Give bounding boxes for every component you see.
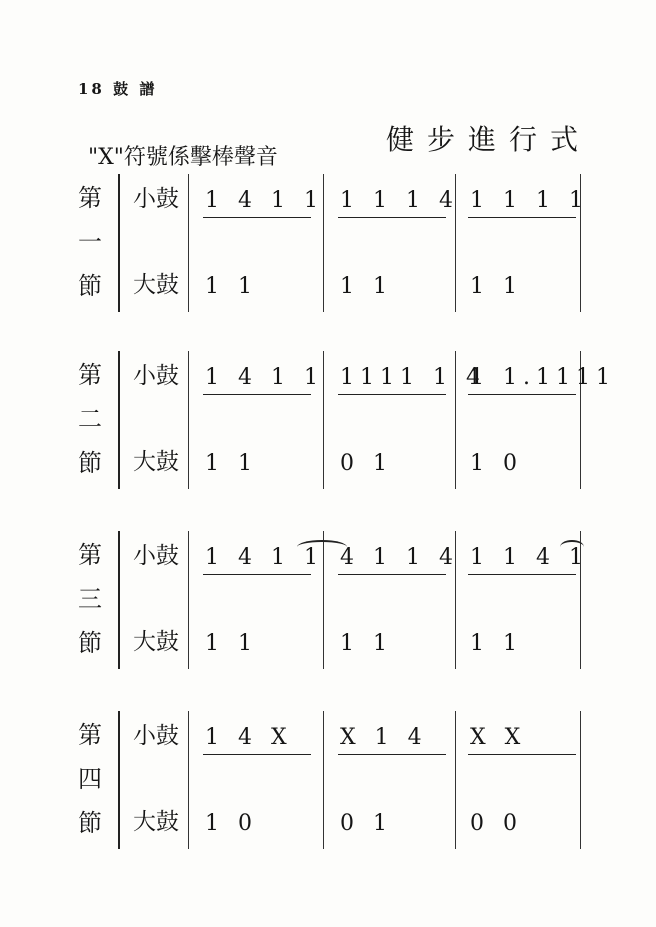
page-header: 18 鼓 譜	[78, 80, 158, 98]
bass-measure: 1 1	[205, 274, 258, 299]
bass-measure: 1 1	[470, 631, 523, 656]
beam-underline	[203, 754, 311, 755]
bass-measure: 0 1	[340, 451, 393, 476]
section-label-char: 節	[78, 809, 102, 837]
section-label-char: 第	[78, 721, 102, 749]
bass-measure: 1 0	[205, 811, 258, 836]
snare-measure: X 1 4	[340, 725, 428, 750]
snare-measure: 1 1 1 4	[340, 188, 459, 213]
bar-line	[188, 531, 189, 669]
beam-underline	[338, 574, 446, 575]
beam-underline	[468, 394, 576, 395]
tie-arc	[297, 540, 347, 554]
section-label-char: 節	[78, 629, 102, 657]
beam-underline	[338, 394, 446, 395]
snare-drum-label: 小鼓	[133, 543, 179, 569]
section-label-char: 第	[78, 541, 102, 569]
bar-line	[455, 711, 456, 849]
snare-measure: X X	[470, 725, 527, 750]
snare-measure: 1 1 4 1	[470, 545, 589, 570]
bass-measure: 1 1	[205, 631, 258, 656]
section-label-char: 節	[78, 449, 102, 477]
snare-measure: 1 1 1 1	[470, 188, 589, 213]
bar-line	[323, 711, 324, 849]
bass-drum-label: 大鼓	[133, 449, 179, 475]
snare-measure: 1 4 1 1	[205, 545, 324, 570]
bass-measure: 1 1	[205, 451, 258, 476]
beam-underline	[468, 754, 576, 755]
bass-measure: 1 0	[470, 451, 523, 476]
bar-line	[188, 174, 189, 312]
bar-line	[188, 711, 189, 849]
snare-drum-label: 小鼓	[133, 186, 179, 212]
beam-underline	[338, 217, 446, 218]
beam-underline	[338, 754, 446, 755]
section-label-char: 二	[78, 405, 102, 433]
section-label-char: 三	[78, 585, 102, 613]
snare-measure: 1 1.1111	[470, 365, 616, 390]
bass-measure: 1 1	[470, 274, 523, 299]
bass-drum-label: 大鼓	[133, 272, 179, 298]
snare-measure: 1 4 1 1	[205, 365, 324, 390]
bass-measure: 0 0	[470, 811, 523, 836]
page-title: 健步進行式	[386, 123, 592, 156]
snare-drum-label: 小鼓	[133, 363, 179, 389]
bass-measure: 0 1	[340, 811, 393, 836]
snare-drum-label: 小鼓	[133, 723, 179, 749]
beam-underline	[468, 574, 576, 575]
bar-line	[188, 351, 189, 489]
bass-measure: 1 1	[340, 274, 393, 299]
bar-line	[580, 711, 581, 849]
bar-line	[118, 351, 120, 489]
snare-measure: 1 4 1 1	[205, 188, 324, 213]
bass-drum-label: 大鼓	[133, 809, 179, 835]
section-label-char: 第	[78, 361, 102, 389]
bass-drum-label: 大鼓	[133, 629, 179, 655]
bar-line	[118, 174, 120, 312]
tie-arc	[560, 540, 584, 554]
snare-measure: 4 1 1 4	[340, 545, 459, 570]
beam-underline	[203, 574, 311, 575]
snare-measure: 1111 1 4	[340, 365, 486, 390]
section-label-char: 節	[78, 272, 102, 300]
section-label-char: 四	[78, 765, 102, 793]
bass-measure: 1 1	[340, 631, 393, 656]
bar-line	[118, 711, 120, 849]
beam-underline	[468, 217, 576, 218]
beam-underline	[203, 394, 311, 395]
beam-underline	[203, 217, 311, 218]
snare-measure: 1 4 X	[205, 725, 293, 750]
section-label-char: 一	[78, 228, 102, 256]
section-label-char: 第	[78, 184, 102, 212]
notation-note: "X"符號係擊棒聲音	[88, 145, 278, 170]
bar-line	[118, 531, 120, 669]
